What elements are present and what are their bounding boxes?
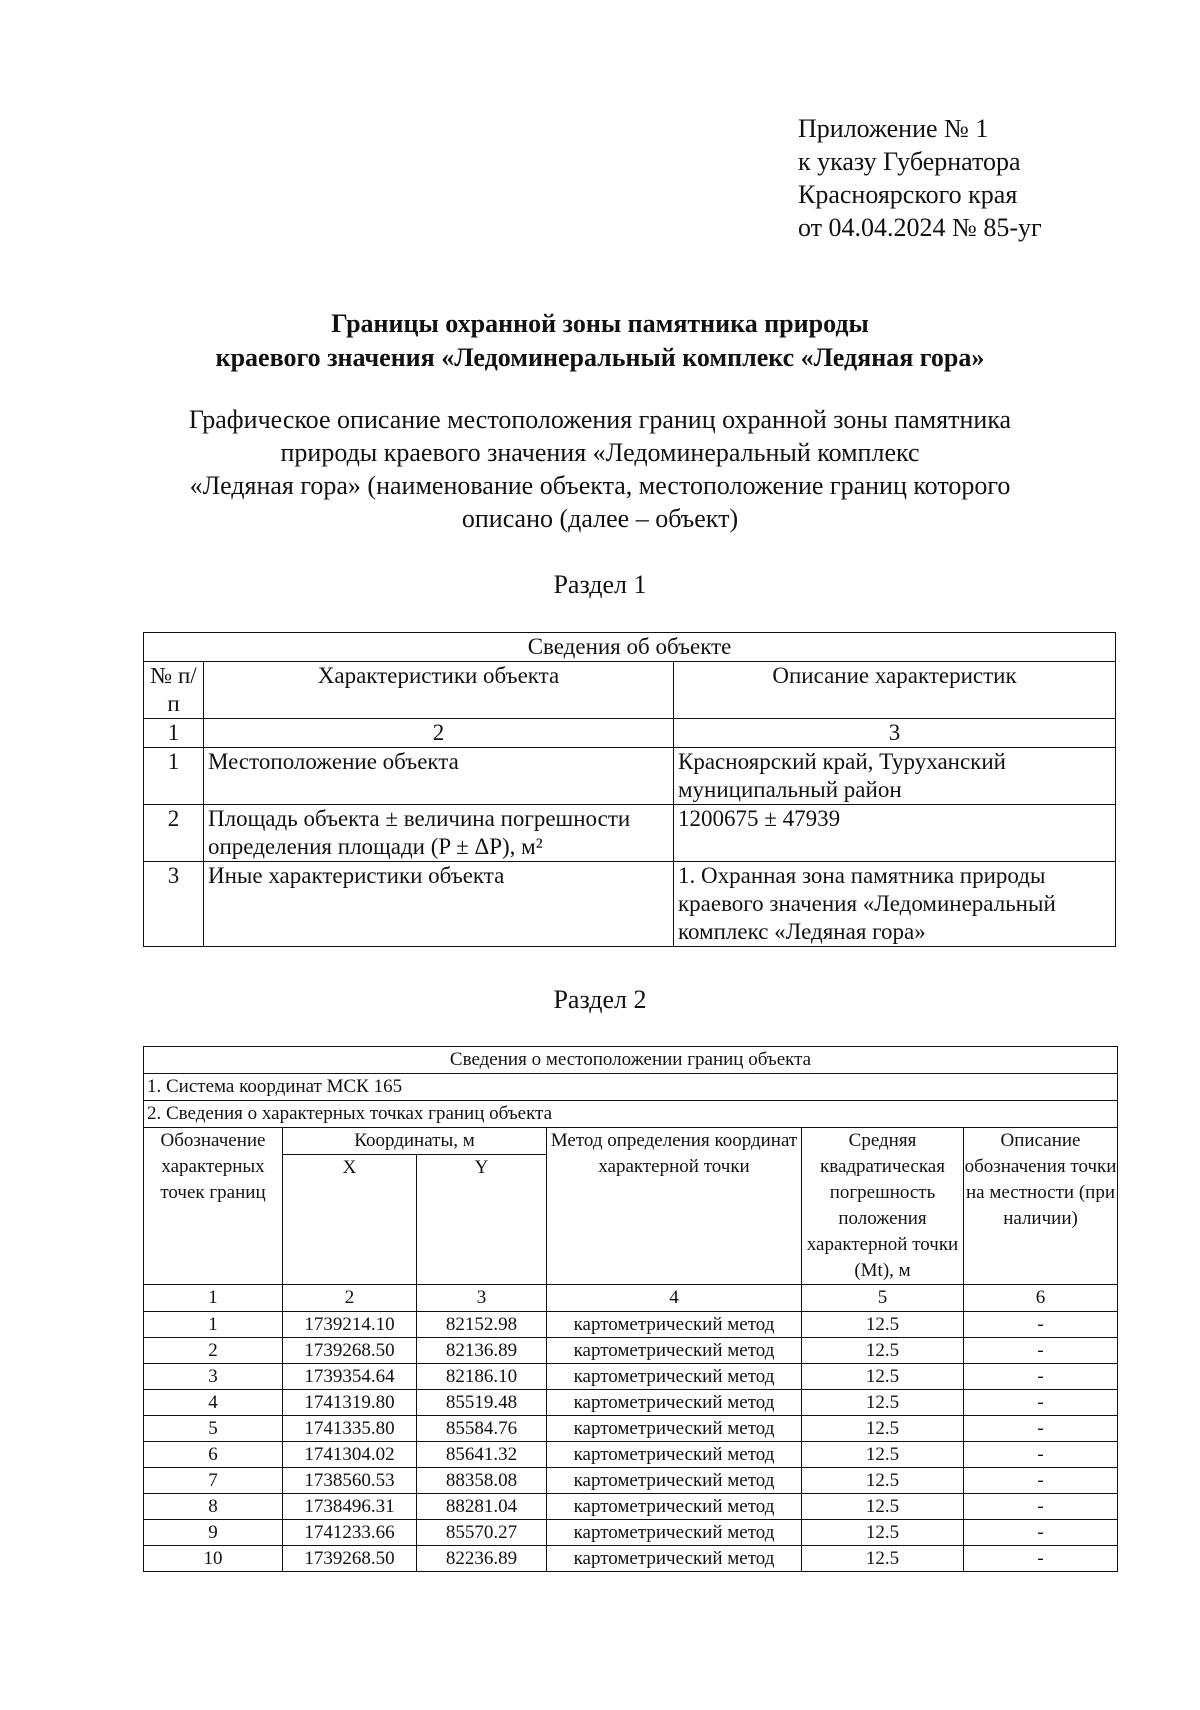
appendix-block [798,112,1042,244]
header-designation: Обозначение характерных точек границ [144,1128,283,1285]
point-id: 9 [144,1520,283,1546]
object-info-table [143,632,1116,947]
point-x: 1739268.50 [283,1338,417,1364]
point-id: 7 [144,1468,283,1494]
document-title [100,307,1100,375]
point-error: 12.5 [802,1468,964,1494]
point-id: 6 [144,1442,283,1468]
point-id: 8 [144,1494,283,1520]
col-number-6: 6 [964,1285,1118,1312]
point-error: 12.5 [802,1546,964,1572]
points-title: 2. Сведения о характерных точках границ объекта [144,1101,1118,1128]
section-2-heading: Раздел 2 [553,985,647,1014]
point-description: - [964,1442,1118,1468]
table-row [144,1442,1118,1468]
table-row [144,1494,1118,1520]
appendix-line-4: от 04.04.2024 № 85-уг [798,213,1042,242]
point-error: 12.5 [802,1338,964,1364]
table-row [144,1390,1118,1416]
point-description: - [964,1416,1118,1442]
col-number-1: 1 [144,719,204,748]
row-number: 3 [144,862,204,947]
point-y: 85519.48 [417,1390,547,1416]
point-y: 88358.08 [417,1468,547,1494]
point-x: 1741319.80 [283,1390,417,1416]
point-description: - [964,1520,1118,1546]
table-row [144,748,1116,805]
point-x: 1739268.50 [283,1546,417,1572]
point-id: 5 [144,1416,283,1442]
point-y: 85584.76 [417,1416,547,1442]
row-description: 1. Охранная зона памятника природы краевого значения «Ледоминеральный комплекс «Ледяная гора» [674,862,1116,947]
point-description: - [964,1390,1118,1416]
point-x: 1741233.66 [283,1520,417,1546]
point-description: - [964,1494,1118,1520]
col-number-1: 1 [144,1285,283,1312]
point-id: 1 [144,1312,283,1338]
point-x: 1738496.31 [283,1494,417,1520]
table-row [144,1338,1118,1364]
table-row [144,1520,1118,1546]
header-y: Y [417,1155,547,1285]
point-x: 1738560.53 [283,1468,417,1494]
col-number-2: 2 [283,1285,417,1312]
point-method: картометрический метод [547,1520,802,1546]
point-error: 12.5 [802,1494,964,1520]
point-error: 12.5 [802,1390,964,1416]
subtitle-line-2: природы краевого значения «Ледоминеральный комплекс [280,438,920,467]
table-row [144,805,1116,862]
row-description: Красноярский край, Туруханский муниципальный район [674,748,1116,805]
header-characteristics: Характеристики объекта [204,662,674,719]
col-number-3: 3 [417,1285,547,1312]
point-method: картометрический метод [547,1338,802,1364]
header-coordinates: Координаты, м [283,1128,547,1155]
object-table-title: Сведения об объекте [144,633,1116,662]
boundary-table-title: Сведения о местоположении границ объекта [144,1047,1118,1074]
point-error: 12.5 [802,1442,964,1468]
table-row [144,1546,1118,1572]
row-number: 2 [144,805,204,862]
point-x: 1739354.64 [283,1364,417,1390]
point-error: 12.5 [802,1312,964,1338]
col-number-2: 2 [204,719,674,748]
point-description: - [964,1546,1118,1572]
row-description: 1200675 ± 47939 [674,805,1116,862]
boundary-points-table [143,1046,1118,1572]
point-id: 2 [144,1338,283,1364]
point-description: - [964,1468,1118,1494]
point-method: картометрический метод [547,1442,802,1468]
point-error: 12.5 [802,1364,964,1390]
subtitle-line-3: «Ледяная гора» (наименование объекта, местоположение границ которого [189,471,1011,500]
point-method: картометрический метод [547,1468,802,1494]
title-line-1: Границы охранной зоны памятника природы [331,309,869,338]
header-description: Описание характеристик [674,662,1116,719]
point-x: 1739214.10 [283,1312,417,1338]
section-1-heading: Раздел 1 [553,570,647,599]
table-row [144,862,1116,947]
point-y: 82236.89 [417,1546,547,1572]
point-error: 12.5 [802,1416,964,1442]
appendix-line-1: Приложение № 1 [798,114,989,143]
point-method: картометрический метод [547,1364,802,1390]
point-x: 1741304.02 [283,1442,417,1468]
header-point-description: Описание обозначения точки на местности (при наличии) [964,1128,1118,1285]
point-y: 88281.04 [417,1494,547,1520]
point-y: 82186.10 [417,1364,547,1390]
point-method: картометрический метод [547,1312,802,1338]
header-method: Метод определения координат характерной точки [547,1128,802,1285]
point-method: картометрический метод [547,1546,802,1572]
row-number: 1 [144,748,204,805]
document-subtitle [130,403,1070,535]
subtitle-line-1: Графическое описание местоположения границ охранной зоны памятника [188,405,1012,434]
point-id: 3 [144,1364,283,1390]
point-y: 85641.32 [417,1442,547,1468]
point-y: 85570.27 [417,1520,547,1546]
table-row [144,1416,1118,1442]
coordinate-system: 1. Система координат МСК 165 [144,1074,1118,1101]
point-method: картометрический метод [547,1390,802,1416]
header-x: X [283,1155,417,1285]
title-line-2: краевого значения «Ледоминеральный комплекс «Ледяная гора» [215,343,985,372]
point-description: - [964,1338,1118,1364]
col-number-4: 4 [547,1285,802,1312]
point-error: 12.5 [802,1520,964,1546]
point-id: 10 [144,1546,283,1572]
point-method: картометрический метод [547,1494,802,1520]
row-characteristic: Иные характеристики объекта [204,862,674,947]
row-characteristic: Площадь объекта ± величина погрешности определения площади (P ± ΔP), м² [204,805,674,862]
col-number-5: 5 [802,1285,964,1312]
subtitle-line-4: описано (далее – объект) [461,504,739,533]
header-error: Средняя квадратическая погрешность положения характерной точки (Mt), м [802,1128,964,1285]
point-id: 4 [144,1390,283,1416]
header-number: № п/п [144,662,204,719]
point-method: картометрический метод [547,1416,802,1442]
points-table-body [144,1312,1118,1572]
col-number-3: 3 [674,719,1116,748]
row-characteristic: Местоположение объекта [204,748,674,805]
appendix-line-3: Красноярского края [798,180,1018,209]
appendix-line-2: к указу Губернатора [798,147,1021,176]
point-x: 1741335.80 [283,1416,417,1442]
table-row [144,1312,1118,1338]
point-y: 82152.98 [417,1312,547,1338]
point-y: 82136.89 [417,1338,547,1364]
table-row [144,1468,1118,1494]
point-description: - [964,1364,1118,1390]
table-row [144,1364,1118,1390]
point-description: - [964,1312,1118,1338]
